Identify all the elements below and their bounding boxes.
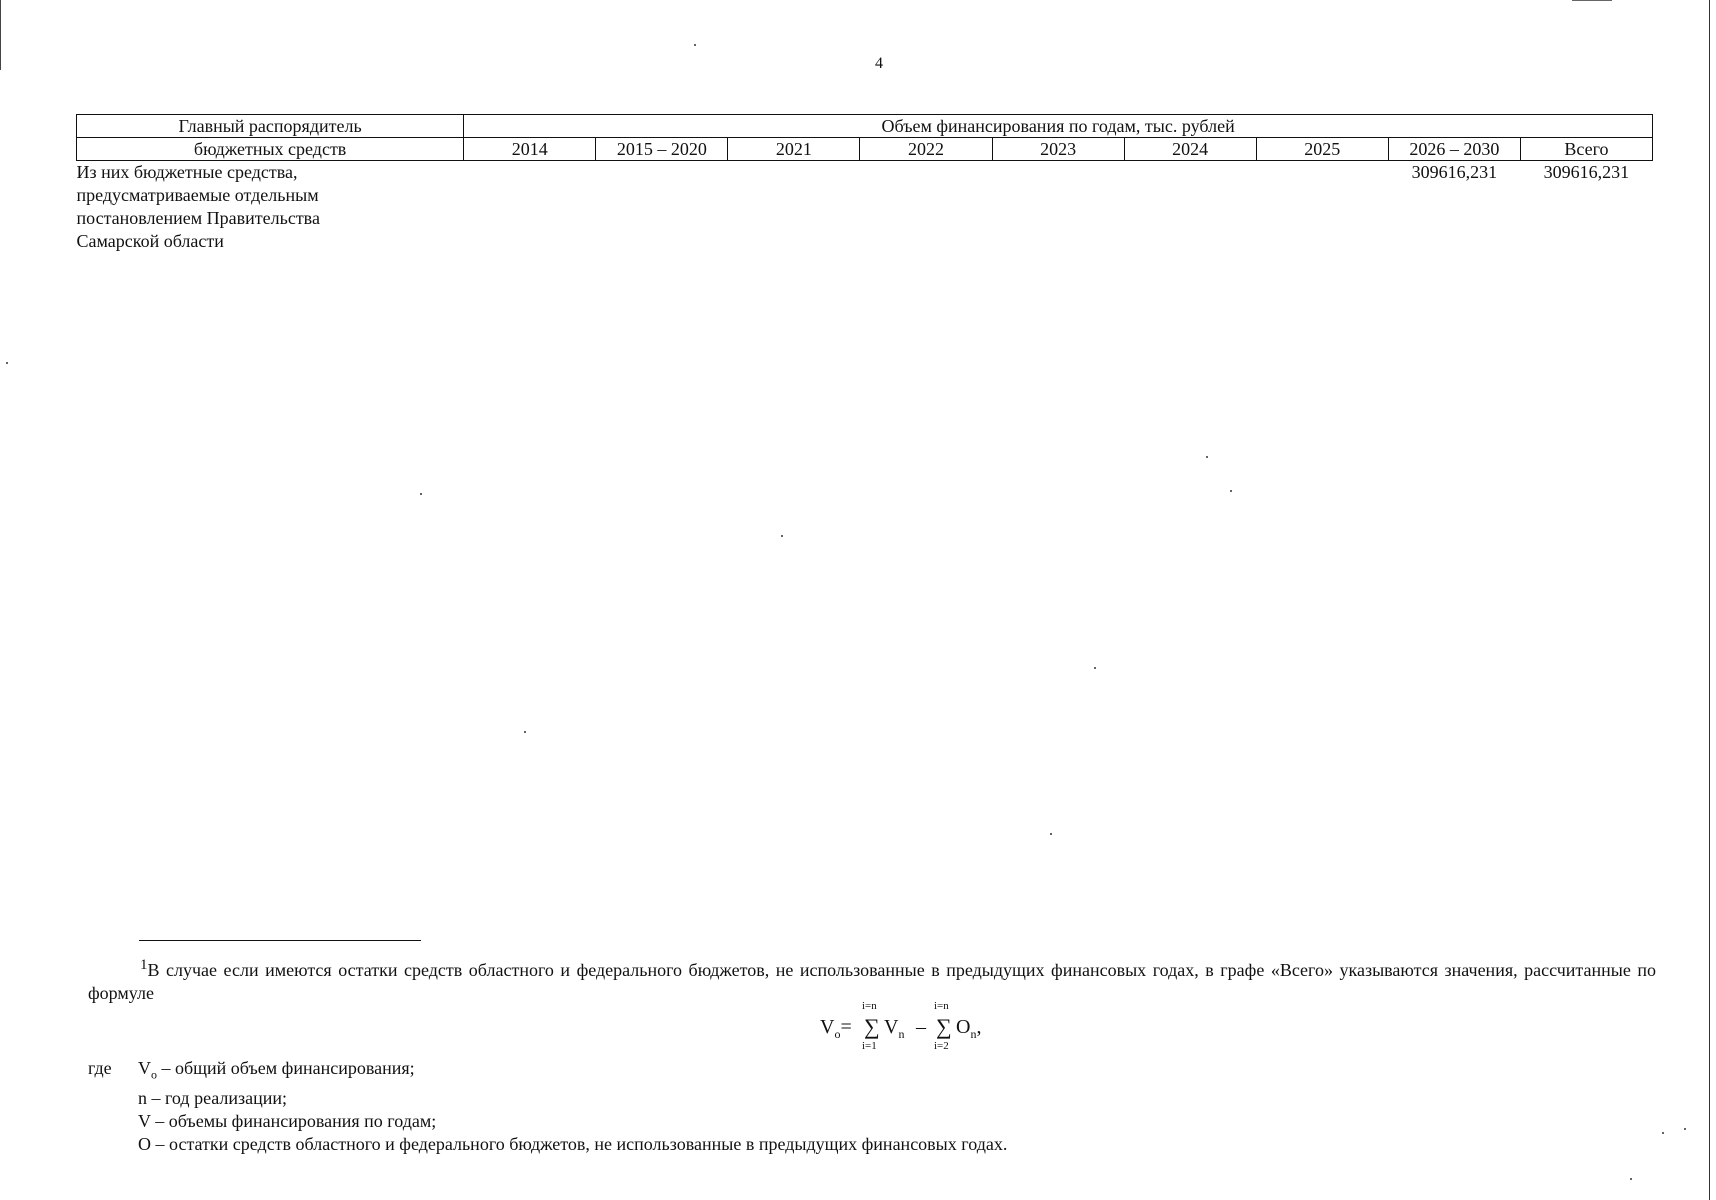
definition-item — [88, 1057, 1007, 1087]
scan-speck — [1662, 1132, 1664, 1134]
scan-speck — [524, 731, 526, 733]
definition-symbol: V — [138, 1058, 151, 1078]
definition-text: – объемы финансирования по годам; — [150, 1110, 437, 1131]
row-label-line: постановлением Правительства — [76, 208, 320, 228]
header-year-column: 2023 — [992, 138, 1124, 161]
scan-speck — [6, 362, 8, 364]
formula-term2-symbol: O — [956, 1016, 971, 1038]
table-cell-2026-2030: 309616,231 — [1411, 162, 1498, 182]
scan-speck — [1630, 1178, 1632, 1180]
formula-lhs — [820, 1016, 852, 1042]
row-label-line: предусматриваемые отдельным — [76, 185, 319, 205]
header-total-column: Всего — [1520, 138, 1652, 161]
formula-lhs-symbol: V — [820, 1016, 835, 1038]
header-year-column: 2014 — [464, 138, 596, 161]
definition-item — [88, 1133, 1007, 1156]
formula-minus: – — [916, 1016, 926, 1038]
table-cell-total: 309616,231 — [1543, 162, 1630, 182]
page-number: 4 — [875, 55, 883, 72]
formula-term2 — [956, 1016, 981, 1042]
row-label-line: Из них бюджетные средства, — [76, 162, 298, 182]
sum1-lower-limit: i=1 — [862, 1040, 877, 1052]
header-main-distributor-line1: Главный распорядитель — [77, 115, 464, 138]
formula-equals: = — [840, 1016, 852, 1038]
scan-speck — [1230, 490, 1232, 492]
header-year-column: 2021 — [728, 138, 860, 161]
formula-term1-sub: n — [898, 1027, 905, 1041]
table-cell — [992, 161, 1124, 254]
definitions-intro: где — [88, 1058, 112, 1078]
header-year-column: 2015 – 2020 — [596, 138, 728, 161]
scan-speck — [1050, 833, 1052, 835]
header-main-distributor-line2: бюджетных средств — [77, 138, 464, 161]
sum2-sigma: ∑ — [936, 1014, 952, 1039]
scan-speck — [781, 535, 783, 537]
row-label-line: Самарской области — [76, 231, 224, 251]
definition-text: – год реализации; — [147, 1087, 288, 1108]
definition-symbol: n — [138, 1087, 147, 1108]
formula-definitions — [88, 1057, 1007, 1156]
footnote-marker: 1 — [140, 957, 148, 973]
scan-speck — [694, 44, 696, 46]
table-cell — [860, 161, 992, 254]
scan-edge-left — [0, 0, 1, 70]
formula-lhs-sub: o — [834, 1027, 841, 1041]
sum2-upper-limit: i=n — [934, 1000, 949, 1012]
header-year-column: 2025 — [1256, 138, 1388, 161]
footnote-rule — [139, 940, 421, 941]
table-row — [77, 161, 1653, 254]
header-year-column: 2026 – 2030 — [1388, 138, 1520, 161]
sum1-upper-limit: i=n — [862, 1000, 877, 1012]
table-cell — [1124, 161, 1256, 254]
table-header-row-years — [77, 138, 1653, 161]
formula-term2-sub: n — [970, 1027, 977, 1041]
header-year-column: 2024 — [1124, 138, 1256, 161]
table-cell — [596, 161, 728, 254]
definition-item — [88, 1087, 1007, 1110]
definition-text: – общий объем финансирования; — [157, 1058, 415, 1078]
formula-term1 — [884, 1016, 904, 1042]
financing-table — [76, 114, 1653, 253]
footnote — [88, 954, 1656, 1005]
row-label — [77, 161, 464, 254]
table-cell — [728, 161, 860, 254]
definition-text: – остатки средств областного и федерального бюджетов, не использованные в предыдущих финансовых годах. — [151, 1133, 1008, 1154]
footnote-paragraph — [88, 954, 1656, 1005]
scan-speck — [1206, 456, 1208, 458]
sum1-sigma: ∑ — [864, 1014, 880, 1039]
scan-mark-top — [1572, 0, 1612, 1]
table-cell — [1256, 161, 1388, 254]
formula-term1-symbol: V — [884, 1016, 899, 1038]
footnote-text: В случае если имеются остатки средств областного и федерального бюджетов, не использованные в предыдущих финансовых годах, в графе «Всего» указываются значения, рассчитанные по формуле — [88, 960, 1656, 1003]
scan-speck — [420, 493, 422, 495]
scan-speck — [1094, 667, 1096, 669]
definition-symbol: O — [138, 1133, 151, 1154]
header-year-column: 2022 — [860, 138, 992, 161]
table-cell — [464, 161, 596, 254]
scan-speck — [1684, 1128, 1686, 1130]
header-financing-group: Объем финансирования по годам, тыс. рублей — [464, 115, 1653, 138]
definition-symbol-sub: o — [151, 1067, 157, 1082]
table-header-row-top — [77, 115, 1653, 138]
formula — [820, 1000, 1020, 1056]
definition-symbol: V — [138, 1110, 151, 1131]
sum2-lower-limit: i=2 — [934, 1040, 949, 1052]
scan-edge-right — [1709, 0, 1710, 1200]
formula-comma: , — [976, 1016, 982, 1038]
definition-item — [88, 1110, 1007, 1133]
